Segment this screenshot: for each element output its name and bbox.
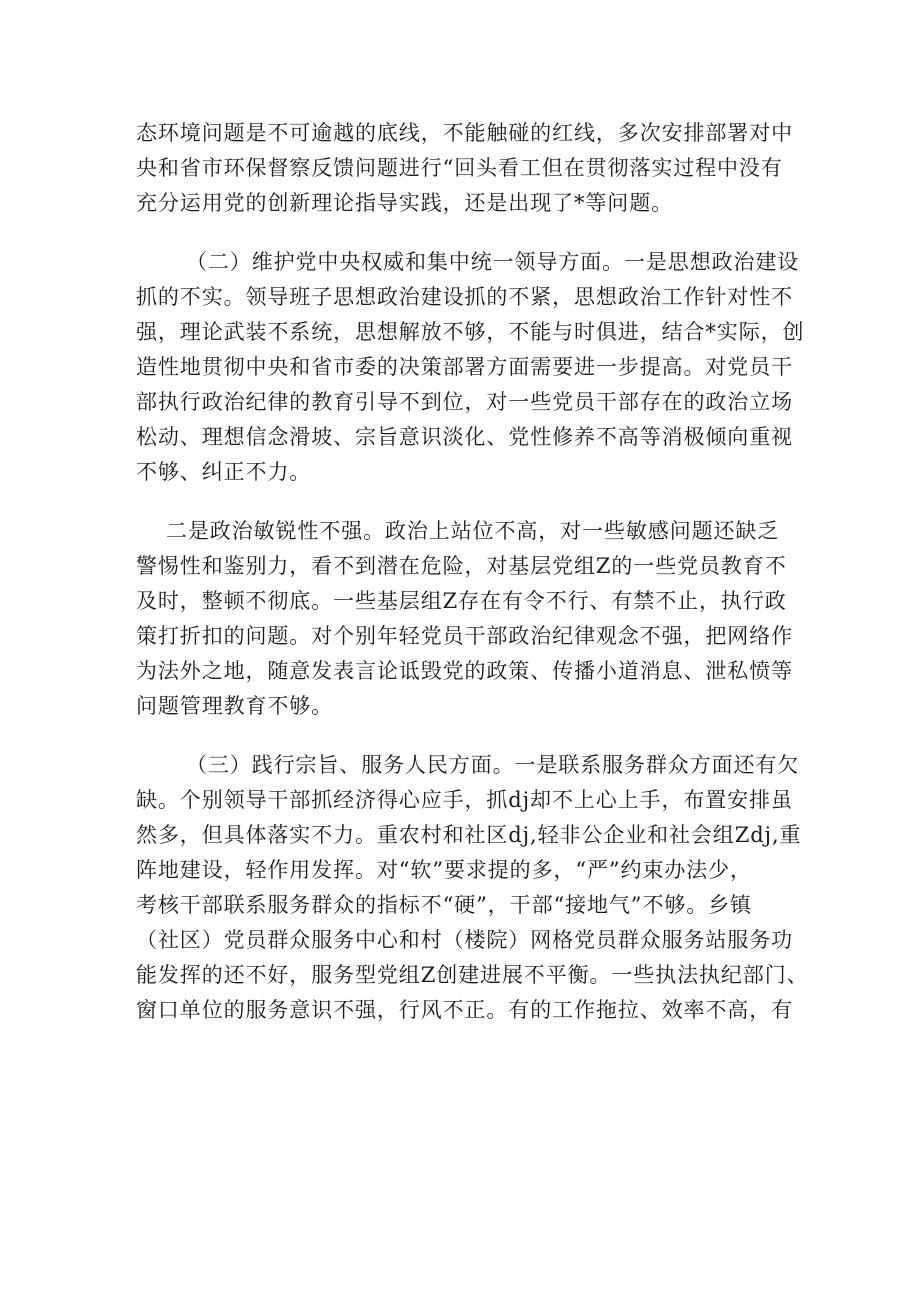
- text-line: 然多，但具体落实不力。重农村和社区dj,轻非公企业和社会组Zdj,重: [136, 823, 802, 847]
- text-line: 缺。个别领导干部抓经济得心应手，抓dj却不上心上手，布置安排虽: [136, 788, 793, 812]
- text-line: 造性地贯彻中央和省市委的决策部署方面需要进一步提高。对党员干: [136, 355, 793, 379]
- text-line: 为法外之地，随意发表言论诋毁党的政策、传播小道消息、泄私愤等: [136, 659, 793, 683]
- text-line: 二是政治敏锐性不强。政治上站位不高，对一些敏感问题还缺乏: [166, 519, 780, 543]
- paragraph-3: [136, 514, 796, 724]
- text-line: 策打折扣的问题。对个别年轻党员干部政治纪律观念不强，把网络作: [136, 624, 793, 648]
- paragraph-2: [136, 245, 805, 490]
- text-line: 阵地建设，轻作用发挥。对“软”要求提的多，“严”约束办法少，: [136, 858, 752, 882]
- text-line: 抓的不实。领导班子思想政治建设抓的不紧，思想政治工作针对性不: [136, 285, 793, 309]
- text-line: 部执行政治纪律的教育引导不到位，对一些党员干部存在的政治立场: [136, 390, 793, 414]
- text-line: 问题管理教育不够。: [136, 694, 334, 718]
- text-line: 充分运用党的创新理论指导实践，还是出现了*等问题。: [136, 191, 673, 215]
- text-line: 不够、纠正不力。: [136, 460, 312, 484]
- text-line: （社区）党员群众服务中心和村（楼院）网格党员群众服务站服务功: [136, 928, 793, 952]
- text-line: 强，理论武装不系统，思想解放不够，不能与时俱进，结合*实际，创: [136, 320, 805, 344]
- paragraph-4: [136, 748, 809, 1028]
- text-line: 警惕性和鉴别力，看不到潜在危险，对基层党组Z的一些党员教育不: [136, 554, 787, 578]
- paragraph-1: [136, 116, 796, 221]
- text-line: 松动、理想信念滑坡、宗旨意识淡化、党性修养不高等消极倾向重视: [136, 425, 793, 449]
- text-line: 考核干部联系服务群众的指标不“硬”，干部“接地气”不够。乡镇: [136, 893, 752, 917]
- text-line: （三）践行宗旨、服务人民方面。一是联系服务群众方面还有欠: [186, 753, 800, 777]
- document-body: [136, 116, 809, 1028]
- text-line: 态环境问题是不可逾越的底线，不能触碰的红线，多次安排部署对中: [136, 121, 793, 145]
- text-line: 央和省市环保督察反馈问题进行“回头看工但在贯彻落实过程中没有: [136, 156, 783, 180]
- text-line: 及时，整顿不彻底。一些基层组Z存在有令不行、有禁不止，执行政: [136, 589, 787, 613]
- text-line: （二）维护党中央权威和集中统一领导方面。一是思想政治建设: [186, 250, 800, 274]
- text-line: 能发挥的还不好，服务型党组Z创建进展不平衡。一些执法执纪部门、: [136, 963, 809, 987]
- text-line: 窗口单位的服务意识不强，行风不正。有的工作拖拉、效率不高，有: [136, 998, 793, 1022]
